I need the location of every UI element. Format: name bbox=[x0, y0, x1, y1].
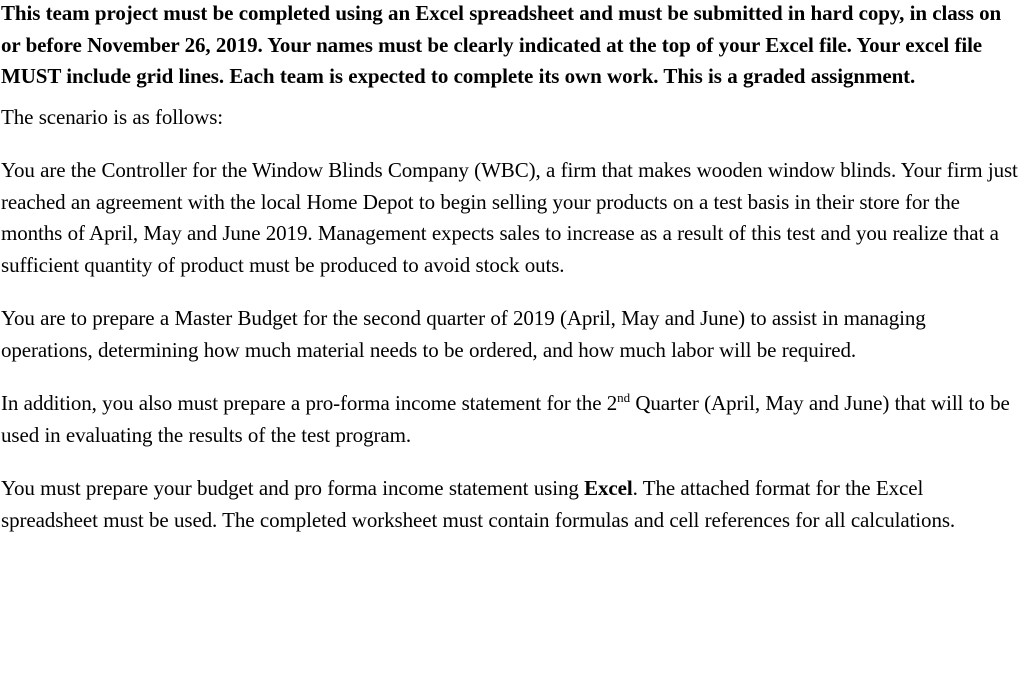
ordinal-superscript: nd bbox=[617, 390, 630, 405]
income-statement-text-start: In addition, you also must prepare a pro-forma income statement for the 2 bbox=[1, 391, 618, 415]
paragraph-income-statement bbox=[1, 388, 1022, 451]
excel-requirement-text-start: You must prepare your budget and pro forma income statement using bbox=[1, 476, 585, 500]
excel-requirement-text-end: . The attached format for the Excel spreadsheet must be used. The completed worksheet must contain formulas and cell references for all calculations. bbox=[1, 476, 956, 532]
paragraph-controller-role: You are the Controller for the Window Blinds Company (WBC), a firm that makes wooden window blinds. Your firm just reached an agreement with the local Home Depot to begin selling your products on a test basis in their store for the months of April, May and June 2019. Management expects sales to increase as a result of this test and you realize that a sufficient quantity of product must be produced to avoid stock outs. bbox=[1, 158, 1018, 277]
excel-emphasis: Excel bbox=[584, 476, 633, 500]
paragraph-master-budget: You are to prepare a Master Budget for the second quarter of 2019 (April, May and June) to assist in managing operations, determining how much material needs to be ordered, and how much labor will be required. bbox=[1, 306, 926, 362]
intro-instructions: This team project must be completed using an Excel spreadsheet and must be submitted in hard copy, in class on or before November 26, 2019. Your names must be clearly indicated at the top of your Excel file. Your excel file MUST include grid lines. Each team is expected to complete its own work. This is a graded assignment. bbox=[1, 1, 1002, 88]
income-statement-text-end: Quarter (April, May and June) that will to be used in evaluating the results of the test program. bbox=[1, 391, 1010, 447]
paragraph-excel-requirement bbox=[1, 473, 1022, 536]
scenario-heading: The scenario is as follows: bbox=[1, 104, 224, 129]
